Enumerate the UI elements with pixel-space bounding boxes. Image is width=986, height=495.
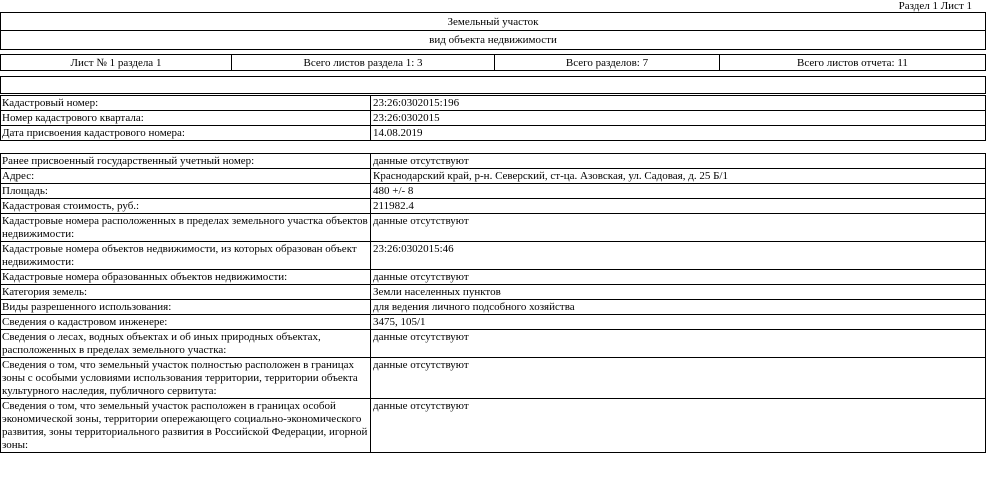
table-row bbox=[1, 154, 986, 169]
sheet-number-cell: Лист № 1 раздела 1 bbox=[0, 54, 232, 71]
table-row bbox=[1, 184, 986, 199]
field-value: Краснодарский край, р-н. Северский, ст-ца. Азовская, ул. Садовая, д. 25 Б/1 bbox=[371, 169, 986, 184]
field-value: для ведения личного подсобного хозяйства bbox=[371, 300, 986, 315]
sheet-info-row bbox=[0, 54, 986, 71]
table-row bbox=[1, 399, 986, 453]
table-row bbox=[1, 126, 986, 141]
table-row bbox=[1, 96, 986, 111]
field-label: Категория земель: bbox=[1, 285, 371, 300]
field-value: 23:26:0302015 bbox=[371, 111, 986, 126]
field-label: Сведения о кадастровом инженере: bbox=[1, 315, 371, 330]
spacer-row bbox=[0, 76, 986, 94]
field-label: Адрес: bbox=[1, 169, 371, 184]
cadastral-main-table bbox=[0, 95, 986, 141]
table-row bbox=[1, 169, 986, 184]
field-label: Номер кадастрового квартала: bbox=[1, 111, 371, 126]
table-row bbox=[1, 330, 986, 358]
table-row bbox=[1, 285, 986, 300]
field-label: Кадастровая стоимость, руб.: bbox=[1, 199, 371, 214]
field-label: Кадастровые номера образованных объектов недвижимости: bbox=[1, 270, 371, 285]
table-row bbox=[1, 358, 986, 399]
document-title: Земельный участок bbox=[0, 12, 986, 31]
field-label: Ранее присвоенный государственный учетный номер: bbox=[1, 154, 371, 169]
cadastral-details-table bbox=[0, 153, 986, 453]
field-value: 23:26:0302015:46 bbox=[371, 242, 986, 270]
field-label: Дата присвоения кадастрового номера: bbox=[1, 126, 371, 141]
sections-total-cell: Всего разделов: 7 bbox=[494, 54, 720, 71]
table-row bbox=[1, 199, 986, 214]
section-sheets-total-cell: Всего листов раздела 1: 3 bbox=[231, 54, 495, 71]
object-type-caption: вид объекта недвижимости bbox=[0, 30, 986, 50]
field-value: 3475, 105/1 bbox=[371, 315, 986, 330]
field-label: Сведения о лесах, водных объектах и об иных природных объектах, расположенных в пределах земельного участка: bbox=[1, 330, 371, 358]
table-row bbox=[1, 214, 986, 242]
field-value: 23:26:0302015:196 bbox=[371, 96, 986, 111]
table-row bbox=[1, 242, 986, 270]
table-row bbox=[1, 315, 986, 330]
field-label: Площадь: bbox=[1, 184, 371, 199]
field-label: Сведения о том, что земельный участок полностью расположен в границах зоны с особыми условиями использования территории, территории объекта культурного наследия, публичного сервитута: bbox=[1, 358, 371, 399]
field-value: данные отсутствуют bbox=[371, 214, 986, 242]
field-value: данные отсутствуют bbox=[371, 270, 986, 285]
field-value: 211982.4 bbox=[371, 199, 986, 214]
field-value: данные отсутствуют bbox=[371, 399, 986, 453]
page-label: Раздел 1 Лист 1 bbox=[898, 0, 972, 12]
field-value: данные отсутствуют bbox=[371, 358, 986, 399]
field-label: Виды разрешенного использования: bbox=[1, 300, 371, 315]
field-value: Земли населенных пунктов bbox=[371, 285, 986, 300]
field-label: Сведения о том, что земельный участок расположен в границах особой экономической зоны, территории опережающего социально-экономического развития, зоны территориального развития в Российской Федерации, игорной зоны: bbox=[1, 399, 371, 453]
table-row bbox=[1, 270, 986, 285]
table-row bbox=[1, 300, 986, 315]
field-value: 14.08.2019 bbox=[371, 126, 986, 141]
field-label: Кадастровый номер: bbox=[1, 96, 371, 111]
report-sheets-total-cell: Всего листов отчета: 11 bbox=[719, 54, 986, 71]
field-value: данные отсутствуют bbox=[371, 154, 986, 169]
field-value: 480 +/- 8 bbox=[371, 184, 986, 199]
field-label: Кадастровые номера расположенных в пределах земельного участка объектов недвижимости: bbox=[1, 214, 371, 242]
field-label: Кадастровые номера объектов недвижимости, из которых образован объект недвижимости: bbox=[1, 242, 371, 270]
table-row bbox=[1, 111, 986, 126]
field-value: данные отсутствуют bbox=[371, 330, 986, 358]
